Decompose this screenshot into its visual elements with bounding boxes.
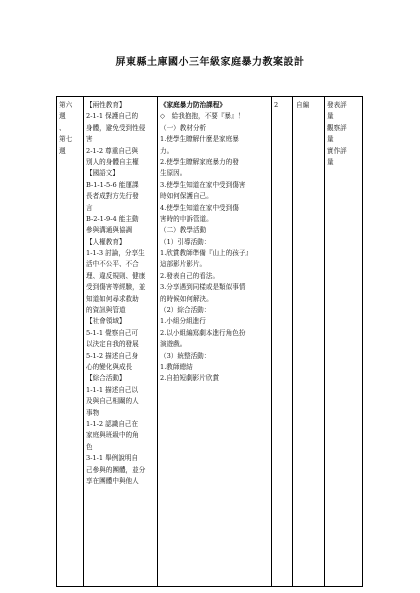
cell-line: 《家庭暴力防治課程》 bbox=[160, 101, 226, 109]
cell-line: （1）引導活動： bbox=[160, 237, 211, 246]
cell-line: 1-1-1 描述自己以 bbox=[86, 385, 139, 394]
cell-line: （3）統整活動： bbox=[160, 351, 211, 360]
cell-line: 享在團體中與他人 bbox=[86, 476, 139, 485]
cell-line: 活中不公平、不合 bbox=[86, 260, 139, 269]
indicators-column bbox=[86, 100, 158, 487]
cell-line: 1-1-3 討論，分享生 bbox=[86, 249, 145, 258]
column-divider bbox=[324, 97, 325, 586]
cell-line: 演遊戲。 bbox=[160, 340, 187, 349]
cell-line: 1.欣賞教師準備『山上的孩子』 bbox=[160, 249, 253, 258]
cell-line: 2.發表自己的看法。 bbox=[160, 271, 220, 280]
cell-line: 2.自拍短劇影片欣賞 bbox=[160, 374, 220, 383]
cell-line: 2-1-2 尊重自己與 bbox=[86, 146, 139, 155]
cell-line: 事物 bbox=[86, 408, 100, 417]
cell-line: 第七 bbox=[59, 135, 73, 144]
cell-line: 以決定自我的發展 bbox=[86, 340, 139, 349]
cell-line: 1-1-2 認識自己在 bbox=[86, 419, 139, 428]
cell-line: 4.使學生知道在家中受到傷 bbox=[160, 203, 239, 212]
cell-line: B-2-1-9-4 能主動 bbox=[86, 214, 139, 223]
cell-line: 1.使學生瞭解什麼是家庭暴 bbox=[160, 135, 239, 144]
cell-line: 1.小組分組進行 bbox=[160, 317, 206, 326]
cell-line: 2-1-1 保護自己的 bbox=[86, 112, 139, 121]
cell-line: 【綜合活動】 bbox=[86, 374, 126, 383]
cell-line: B-1-1-5-6 能運課 bbox=[86, 180, 139, 189]
cell-line: 己參與的團體，並分 bbox=[86, 465, 146, 474]
cell-line: 及與自己相關的人 bbox=[86, 397, 139, 406]
cell-line: 理、違反規則、健康 bbox=[86, 271, 146, 280]
cell-line: 量 bbox=[327, 112, 334, 121]
cell-line: 週 bbox=[59, 146, 66, 155]
cell-line: 實作評 bbox=[327, 146, 347, 155]
cell-line: 力。 bbox=[160, 146, 174, 155]
cell-line: 【社會領域】 bbox=[86, 317, 126, 326]
cell-line: 自編 bbox=[296, 101, 310, 109]
cell-line: 時如何保護自己。 bbox=[160, 192, 213, 201]
cell-line: 3-1-1 舉例說明自 bbox=[86, 454, 139, 463]
cell-line: 生原因。 bbox=[160, 169, 187, 178]
cell-line: 【人權教育】 bbox=[86, 237, 126, 246]
cell-line: 知道如何尋求救助 bbox=[86, 294, 139, 303]
assessment-column bbox=[327, 100, 361, 168]
page-title: 屏東縣土庫國小三年級家庭暴力教案設計 bbox=[115, 57, 305, 68]
cell-line: 發表評 bbox=[327, 101, 347, 109]
cell-line: 1.教師總結 bbox=[160, 362, 193, 371]
cell-line: 身體，避免受到性侵 bbox=[86, 123, 146, 132]
cell-line: 的時候如何解決。 bbox=[160, 294, 213, 303]
cell-line: 害 bbox=[86, 135, 93, 144]
cell-line: 害時的申訴管道。 bbox=[160, 214, 213, 223]
cell-line: 這部影片影片。 bbox=[160, 260, 207, 269]
cell-line: （2）綜合活動： bbox=[160, 306, 211, 315]
cell-line: 家庭與班級中的角 bbox=[86, 431, 139, 440]
cell-line: 5-1-2 描述自己身 bbox=[86, 351, 139, 360]
column-divider bbox=[292, 97, 293, 586]
cell-line: 2.以小組編寫劇本進行角色扮 bbox=[160, 328, 246, 337]
column-divider bbox=[83, 97, 84, 586]
cell-line: 2.使學生瞭解家庭暴力的發 bbox=[160, 157, 239, 166]
cell-line: 色 bbox=[86, 442, 93, 451]
cell-line: （一）教材分析 bbox=[160, 123, 207, 132]
cell-line: 【國語文】 bbox=[86, 169, 119, 178]
cell-line: 、 bbox=[59, 123, 66, 132]
cell-line: ◇ 給我抱抱，不要『暴』！ bbox=[160, 112, 245, 121]
cell-line: 【兩性教育】 bbox=[86, 101, 126, 109]
activities-column bbox=[160, 100, 270, 385]
materials-column bbox=[296, 100, 322, 111]
cell-line: 2 bbox=[274, 101, 279, 109]
week-column bbox=[59, 100, 83, 157]
cell-line: 量 bbox=[327, 135, 334, 144]
cell-line: 長者成對方先行發 bbox=[86, 192, 139, 201]
cell-line: 量 bbox=[327, 157, 334, 166]
column-divider bbox=[271, 97, 272, 586]
cell-line: 別人的身體自主權 bbox=[86, 157, 139, 166]
cell-line: 3.分享遇到同樣或是類似事情 bbox=[160, 283, 246, 292]
cell-line: 觀察評 bbox=[327, 123, 347, 132]
cell-line: 受到傷害等經驗，並 bbox=[86, 283, 146, 292]
cell-line: 週 bbox=[59, 112, 66, 121]
cell-line: 的資訊與管道 bbox=[86, 306, 126, 315]
cell-line: 5-1-1 覺察自己可 bbox=[86, 328, 139, 337]
hours-column bbox=[274, 100, 290, 111]
cell-line: 3.使學生知道在家中受到傷害 bbox=[160, 180, 246, 189]
cell-line: 參與溝通與協調 bbox=[86, 226, 133, 235]
cell-line: 心的變化與成長 bbox=[86, 362, 133, 371]
cell-line: 言 bbox=[86, 203, 93, 212]
cell-line: （二）教學活動 bbox=[160, 226, 207, 235]
cell-line: 第六 bbox=[59, 101, 73, 109]
